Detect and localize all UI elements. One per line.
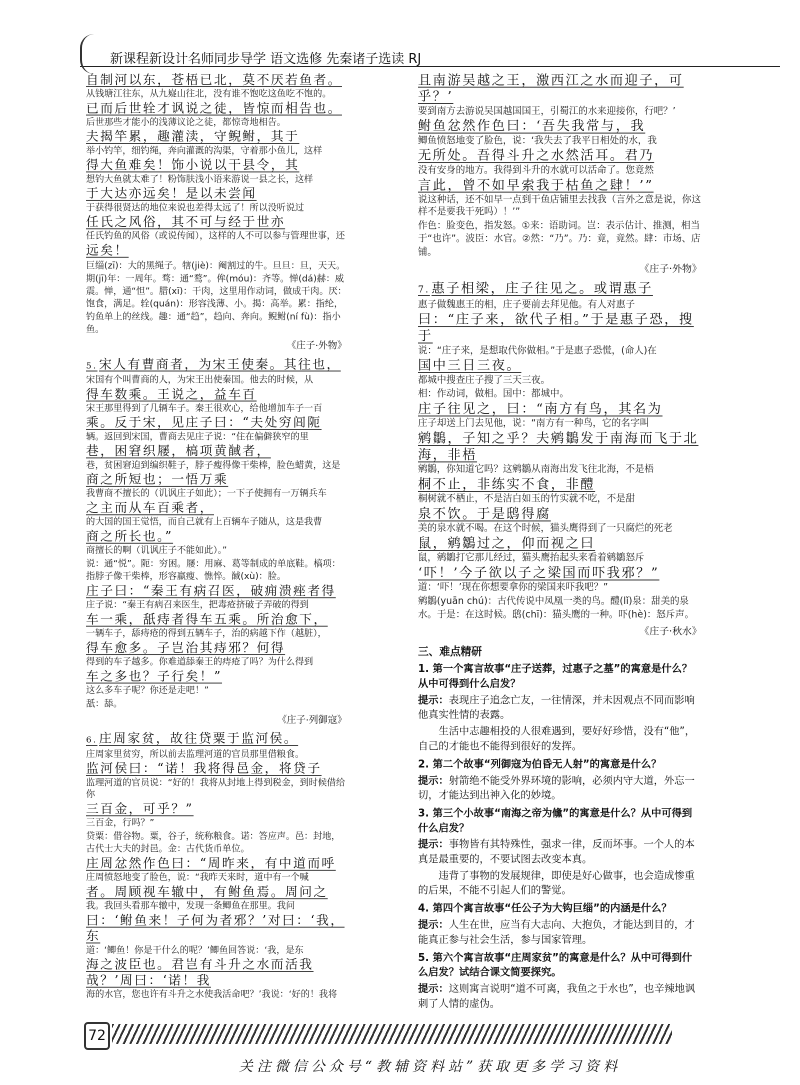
original-line [418,565,702,581]
translation-line: 这么多车子呢？你还是走吧！” [86,684,209,696]
footer-slogan: 关注微信公众号“教辅资料站”获取更多学习资料 [238,1059,622,1075]
translation-line: 要到南方去游说吴国越国国王，引蜀江的水来迎接你，行吧？’ [418,104,676,117]
original-line [86,356,347,373]
original-text: 无所处。吾得斗升之水然活耳。君乃 [418,147,655,164]
annotation: 相：作动词，做相。国中：都城中。 [418,387,569,400]
original-text: 商之所长也。” [86,528,174,544]
answer [418,773,702,803]
translation-line: 监理河道的官员说：“好的！我将从封地上得到税金，到时候借给你 [86,776,346,800]
answer-continuation: 生活中志趣相投的人很难遇到，要好好珍惜，没有“他”，自己的才能也不能得到很好的发挥。 [418,724,696,752]
translation-line: 宋国有个叫曹商的人，为宋王出使秦国。他去的时候，从 [86,373,314,385]
original-line [86,415,347,431]
annotation: 舐：舔。 [86,697,123,709]
original-line [86,640,347,656]
original-line [86,668,347,684]
translation-line: 鲫鱼愤怒地变了脸色，说：‘我失去了我平日相处的水，我 [418,134,657,146]
original-text: 国中三日三夜。 [418,357,522,373]
original-text: 且南游吴越之王，激西江之水而迎子，可乎？’ [418,72,684,104]
original-line [86,100,347,116]
answer-continuation: 违背了事物的发展规律，即使是好心做事，也会造成惨重的后果，不能不引起人们的警觉。 [418,869,695,897]
translation-line: 美的泉水就不喝。在这个时候，猫头鹰得到了一只腐烂的死老 [418,522,673,534]
answer-text: 事物皆有其特殊性，强求一律，反而坏事。一个人的本真是最重要的，不要试图去改变本真。 [418,837,695,865]
original-line [86,472,347,488]
translation-line: 鹓鶵，你知道它吗？这鹓鶵从南海出发飞往北海，不是梧 [418,463,654,475]
annotation: 巨缁(zī)：大的黑绳子。犗(jiè)：阉割过的牛。旦旦：旦，天天。期(jī)年：一周年。骛：通“鹜”。侔(móu)：齐等。惮(dá)赫：威震。惮，通“怛”。腊(xī)：干肉，这里用作动词，做成干肉。厌：饱食，满足。辁(quán)：形容浅薄、小。揭：高举。累：指纶，钓鱼单上的丝线。趣：通“趋”，趋向、奔向。鲵鲋(ní fù)：指小鱼。 [86,260,347,335]
original-line [86,243,347,259]
translation-line: 庄子却送上门去见他，说：“南方有一种鸟，它的名字叫 [418,417,650,429]
section-title: 三、难点精研 [418,646,482,659]
original-text: 鼠，鹓鶵过之，仰而视之曰 [418,535,596,551]
translation-line: 惠子做魏惠王的相，庄子要前去拜见他。有人对惠子 [418,298,635,310]
source-citation: 《庄子·秋水》 [639,625,702,637]
item-number: 5. [86,360,98,371]
footer-decoration [112,1024,672,1044]
item-number: 7. [418,284,430,296]
original-text: 庄子曰：“秦王有病召医，破痈溃痤者得 [86,583,336,599]
original-line [418,357,702,373]
original-line [418,476,702,492]
original-text: 任氏之风俗，其不可与经于世亦 [86,214,286,230]
answer-text: 人生在世，应当有大志向、大抱负，才能达到目的，才能真正参与社会生活，参与国家管理。 [418,918,695,946]
original-text: 曰：“庄子来，欲代子相。”于是惠子恐，搜于 [418,311,694,344]
translation-line: 后世那些才能小的浅薄议论之徒，都惊奇地相告。 [86,116,286,128]
original-line [86,761,347,777]
original-text: 泉不饮。于是鸱得腐 [418,505,551,522]
original-line [418,535,702,551]
translation-line: 一辆车子，舔痔疮的得到五辆车子，治的病越下作（越脏）， [86,627,327,639]
right-column [418,72,702,1013]
original-line [418,177,702,193]
answer-text: 射箭绝不能受外界环境的影响，必须内守大道，外忘一切，才能达到出神入化的妙境。 [418,773,695,801]
original-text: 桐不止，非练实不食，非醴 [418,476,596,492]
question: 1. 第一个寓言故事“庄子送葬，过惠子之墓”的寓意是什么？从中可得到什么启发？ [418,662,693,690]
original-text: 于大达亦远矣！是以未尝闻 [86,185,257,201]
original-text: 庄周家贫，故往贷粟于监河侯。 [99,730,299,746]
original-line [86,529,347,545]
original-line [86,583,347,599]
original-line [86,612,347,628]
original-text: 商之所短也；一悟万乘 [86,471,229,487]
original-text: 车一乘，舐痔者得车五乘。所治愈下， [86,611,328,627]
question: 5. 第六个寓言故事“庄周家贫”的寓意是什么？从中可得到什么启发？试结合课文简要探究。 [418,951,693,979]
translation-line: 商擅长的啊（讥讽庄子不能如此）。” [86,544,227,556]
translation-line: 道：‘吓！’现在你想要拿你的梁国来吓我吧？” [418,581,609,593]
answer [418,837,702,867]
original-text: 宋人有曹商者，为宋王使秦。其往也， [99,356,341,372]
translation-line: 举小钓竿，细钓绳，奔向灌溉的沟渠，守着那小鱼儿，这样 [86,144,323,156]
header-title: 新课程新设计名师同步导学 语文选修 先秦诸子选读 RJ [110,52,422,67]
item-number: 6. [86,734,98,746]
original-line [86,731,347,748]
question: 4. 第四个寓言故事“任公子为大钩巨缁”的内涵是什么？ [418,901,672,915]
translation-line: 庄子说：“秦王有病召来医生，把毒疮挤破子弄破的得到 [86,598,309,610]
translation-line: 鼠，鹓鶵打它那儿经过，猫头鹰抬起头来看着鹓鶵怒斥 [418,551,645,564]
original-line [86,443,347,459]
header-decoration [80,34,96,74]
original-text: 惠子相梁，庄子往见之。或谓惠子 [431,280,653,296]
answer-label: 提示： [418,918,449,931]
original-line [86,186,347,202]
translation-line: 没有安身的地方。我得到斗升的水就可以活命了。您竟然 [418,163,654,176]
page-number: 72 [84,1022,110,1050]
original-line [86,72,347,88]
question: 3. 第三个小故事“南海之帝为儵”的寓意是什么？从中可得到什么启发？ [418,806,693,834]
original-line [86,913,347,945]
original-line [418,147,702,163]
answer [418,981,702,1011]
translation-line: 都城中搜查庄子搜了三天三夜。 [418,373,551,386]
original-text: 车之多也？子行矣！” [86,668,223,684]
translation-line: 宋王那里得到了几辆车子。秦王很欢心，给他增加车子一百 [86,402,323,414]
original-line [418,506,702,522]
answer-text: 这则寓言说明“道不可离，我鱼之于水也”，也辛辣地讽刺了人情的虚伪。 [418,982,696,1010]
source-citation: 《庄子·列御寇》 [277,714,347,726]
translation-line: 我曹商不擅长的（讥讽庄子如此）；一下子使拥有一万辆兵车 [86,487,327,499]
translation-line: 桐树就不栖止，不是洁白如玉的竹实就不吃，不是甜 [418,492,635,505]
left-column [86,72,347,1001]
question: 2. 第二个故事“列御寇为伯昏无人射”的寓意是什么？ [418,757,662,770]
page-header [80,34,780,67]
source-citation: 《庄子·外物》 [639,263,702,275]
original-text: 自制河以东，苍梧已北，莫不厌若鱼者。 [86,72,342,88]
translation-line: 的大国的国王觉悟，而自己就有上百辆车子随从，这是我曹 [86,515,323,528]
annotation: 贷粟：借谷物。粟，谷子，统称粮食。诺：答应声。邑：封地，古代士大夫的封邑。金：古代货币单位。 [86,830,341,855]
translation-line: 说这种话，还不如早一点到干鱼店铺里去找我（言外之意是说，你这样不是要我干死吗）！’” [418,193,701,218]
translation-line: 道：‘鲫鱼！你是干什么的呢？’鲫鱼回答说：‘我，是东 [86,944,304,956]
original-text: 海之波臣也。君岂有斗升之水而活我哉？’周曰：‘诺！我 [86,956,314,988]
annotation: 说：通“悦”。阨：穷困。屦：用麻、葛等制成的单底鞋。槁项：指脖子像干柴棒，形容羸瘦、憔悴。馘(xù)：脸。 [86,557,341,582]
answer [418,693,702,723]
original-line [86,157,347,173]
original-text: ‘吓！’今子欲以子之梁国而吓我邪？” [418,564,660,581]
original-line [86,884,347,900]
original-text: 乘。反于宋，见庄子曰：“夫处穷闾阨 [86,414,322,430]
annotation: 鹓鶵(yuān chú)：古代传说中凤凰一类的鸟。醴(lǐ)泉：甜美的泉水。于是：在这时候。鸱(chī)：猫头鹰的一种。吓(hè)：怒斥声。 [418,595,695,620]
original-text: 远矣！ [86,242,129,258]
translation-line: 三百金，行吗？” [86,816,155,829]
original-line [86,957,347,989]
original-text: 鲋鱼忿然作色曰：‘吾失我常与，我 [418,117,646,134]
translation-line: 海的水官，您也许有斗升之水使我活命吧？’我说：‘好的！我将 [86,988,338,1000]
original-text: 之主而从车百乘者， [86,500,214,516]
answer-label: 提示： [418,837,449,851]
original-text: 得车数乘。王说之，益车百 [86,386,257,402]
original-text: 得车愈多。子岂治其痔邪？何得 [86,640,286,656]
original-line [86,386,347,402]
original-text: 者。周顾视车辙中，有鲋鱼焉。周问之 [86,884,328,900]
translation-line: 说：“庄子来，是想取代你做相。”于是惠子恐慌，(命人)在 [418,344,657,356]
original-text: 曰：‘鲋鱼来！子何为者邪？’对曰：‘我，东 [86,912,345,944]
original-text: 已而后世辁才讽说之徒，皆惊而相告也。 [86,100,342,116]
answer-label: 提示： [418,982,449,995]
original-line [86,214,347,230]
original-line [86,500,347,516]
original-text: 监河侯曰：“诺！我将得邑金，将贷子 [86,760,322,776]
answer-label: 提示： [418,773,449,787]
translation-line: 于获得很贤达的地位来说也差得太远了！所以没听说过 [86,201,305,213]
translation-line: 想钓大鱼就太难了！粉饰肤浅小语来游说一县之长，这样 [86,173,314,185]
annotation: 作色：脸变色，指发怒。①来：语助词。岂：表示估计、推测，相当于“也许”。波臣：水官。②然：“乃”。乃：竟，竟然。肆：市场、店铺。 [418,219,701,258]
translation-line: 任氏钓鱼的风俗（或说传闻），这样的人不可以参与管理世事，还 [86,230,345,242]
original-line [418,311,702,344]
translation-line: 巷，贫困窘迫到编织鞋子，脖子瘦得像干柴棒，脸色蜡黄，这是 [86,459,341,471]
source-citation: 《庄子·外物》 [286,339,347,351]
translation-line: 我。我回头看那车辙中，发现一条鲫鱼在那里。我问 [86,899,295,911]
translation-line: 庄周家里贫穷，所以前去监理河道的官员那里借粮食。 [86,748,305,760]
original-text: 庄周忿然作色曰：“周昨来，有中道而呼 [86,855,336,871]
original-text: 言此，曾不如早索我于枯鱼之肆！’” [418,176,654,193]
translation-line: 庄周愤怒地变了脸色，说：“我昨天来时，道中有一个喊 [86,871,309,883]
translation-line: 从钱塘江往东，从九嶷山往北，没有谁不饱吃这鱼吃不饱的。 [86,87,332,99]
original-line [418,72,702,105]
original-text: 得大鱼难矣！饰小说以干县令，其 [86,157,300,173]
original-line [86,856,347,872]
original-text: 三百金，可乎？” [86,801,194,817]
original-line [418,430,702,463]
original-text: 庄子往见之，曰：“南方有鸟，其名为 [418,400,663,417]
original-text: 巷，困窘织屦，槁项黄馘者， [86,443,271,459]
translation-line: 得到的车子越多。你难道舔秦王的痔疮了吗？为什么得到 [86,655,314,667]
answer [418,917,702,947]
original-line [418,280,702,298]
original-line [418,401,702,417]
original-text: 鹓鶵，子知之乎？夫鹓鶵发于南海而飞于北海，非梧 [418,430,699,463]
answer-text: 表现庄子追念亡友，一往情深，并未因观点不同而影响他真实性情的表露。 [418,693,695,721]
original-line [418,118,702,134]
original-line [86,801,347,817]
answer-label: 提示： [418,693,449,706]
translation-line: 辆。返回到宋国，曹商去见庄子说：“住在偏僻狭窄的里 [86,430,309,442]
original-line [86,129,347,145]
original-text: 夫揭竿累，趣灌渎，守鲵鲋，其于 [86,128,300,144]
